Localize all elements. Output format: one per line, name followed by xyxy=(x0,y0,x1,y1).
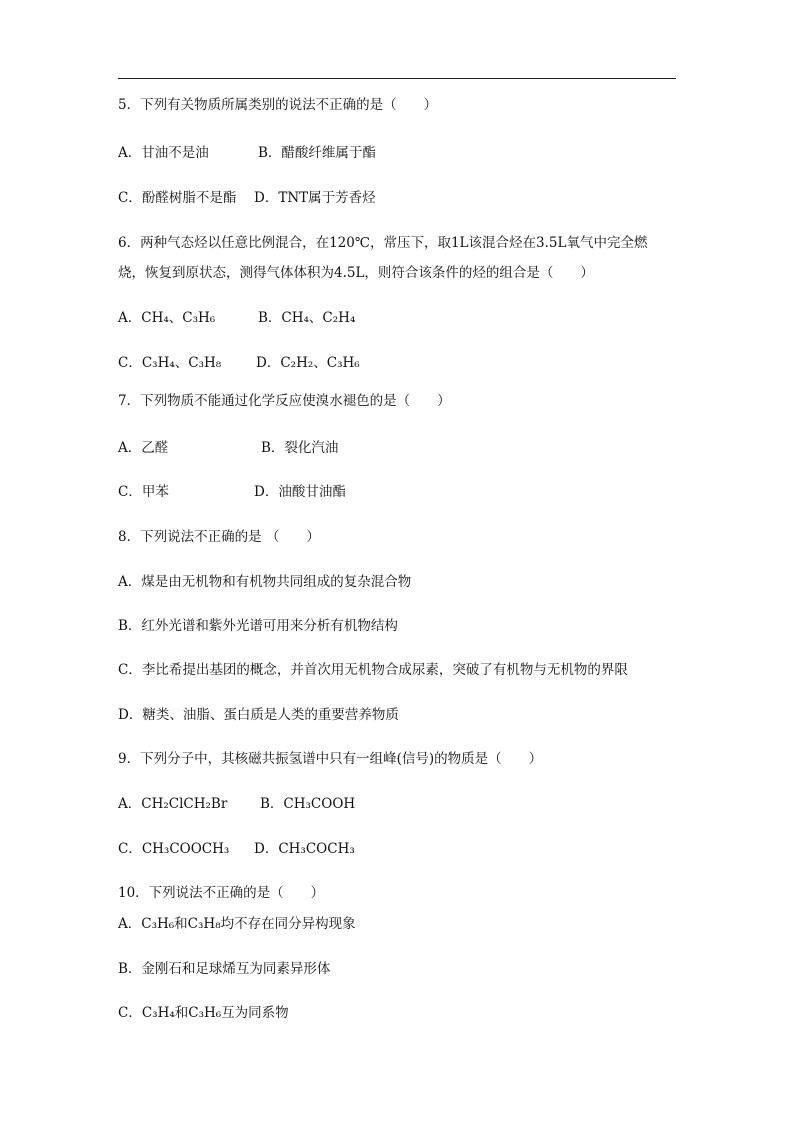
q5-options-ab xyxy=(118,144,376,162)
q9-stem: 9．下列分子中，其核磁共振氢谱中只有一组峰(信号)的物质是（ ） xyxy=(118,751,543,767)
q7-options-cd xyxy=(118,483,346,501)
q10-option-b: B．金刚石和足球烯互为同素异形体 xyxy=(118,961,331,977)
q6-options-cd xyxy=(118,354,360,372)
q6-option-d: D．C₂H₂、C₃H₆ xyxy=(256,355,360,371)
q7-option-a: A．乙醛 xyxy=(118,440,169,456)
q7-options-ab xyxy=(118,439,338,457)
q5-option-c: C．酚醛树脂不是酯 xyxy=(118,190,237,206)
q5-option-b: B．醋酸纤维属于酯 xyxy=(258,145,376,161)
q9-option-a: A．CH₂ClCH₂Br xyxy=(118,796,228,812)
q10-stem: 10．下列说法不正确的是（ ） xyxy=(118,885,325,901)
q9-options-ab xyxy=(118,795,355,813)
q7-option-c: C．甲苯 xyxy=(118,484,169,500)
q6-options-ab xyxy=(118,309,355,327)
q8-option-b: B．红外光谱和紫外光谱可用来分析有机物结构 xyxy=(118,618,398,634)
q9-option-b: B．CH₃COOH xyxy=(260,796,356,812)
q6-option-a: A．CH₄、C₃H₆ xyxy=(118,310,216,326)
header-rule xyxy=(118,78,676,79)
q9-option-d: D．CH₃COCH₃ xyxy=(254,841,355,857)
q8-option-d: D．糖类、油脂、蛋白质是人类的重要营养物质 xyxy=(118,707,399,723)
q6-option-b: B．CH₄、C₂H₄ xyxy=(258,310,356,326)
q6-option-c: C．C₃H₄、C₃H₈ xyxy=(118,355,222,371)
q7-option-b: B．裂化汽油 xyxy=(261,440,339,456)
q6-stem-line2: 烧，恢复到原状态，测得气体体积为4.5L，则符合该条件的烃的组合是（ ） xyxy=(118,265,594,281)
q8-option-a: A．煤是由无机物和有机物共同组成的复杂混合物 xyxy=(118,574,412,590)
q6-stem-line1: 6．两种气态烃以任意比例混合，在120℃，常压下，取1L该混合烃在3.5L氧气中完全燃 xyxy=(118,235,648,251)
q5-option-d: D．TNT属于芳香烃 xyxy=(254,190,376,206)
q5-option-a: A．甘油不是油 xyxy=(118,145,209,161)
q5-options-cd xyxy=(118,189,376,207)
q5-stem: 5．下列有关物质所属类别的说法不正确的是（ ） xyxy=(118,97,438,113)
q7-option-d: D．油酸甘油酯 xyxy=(254,484,346,500)
q8-option-c: C．李比希提出基团的概念，并首次用无机物合成尿素，突破了有机物与无机物的界限 xyxy=(118,662,628,678)
q9-option-c: C．CH₃COOCH₃ xyxy=(118,841,230,857)
q10-option-a: A．C₃H₆和C₃H₈均不存在同分异构现象 xyxy=(118,916,356,932)
q7-stem: 7．下列物质不能通过化学反应使溴水褪色的是（ ） xyxy=(118,393,451,409)
q9-options-cd xyxy=(118,840,355,858)
q10-option-c: C．C₃H₄和C₃H₆互为同系物 xyxy=(118,1005,289,1021)
q8-stem: 8．下列说法不正确的是 （ ） xyxy=(118,529,320,545)
